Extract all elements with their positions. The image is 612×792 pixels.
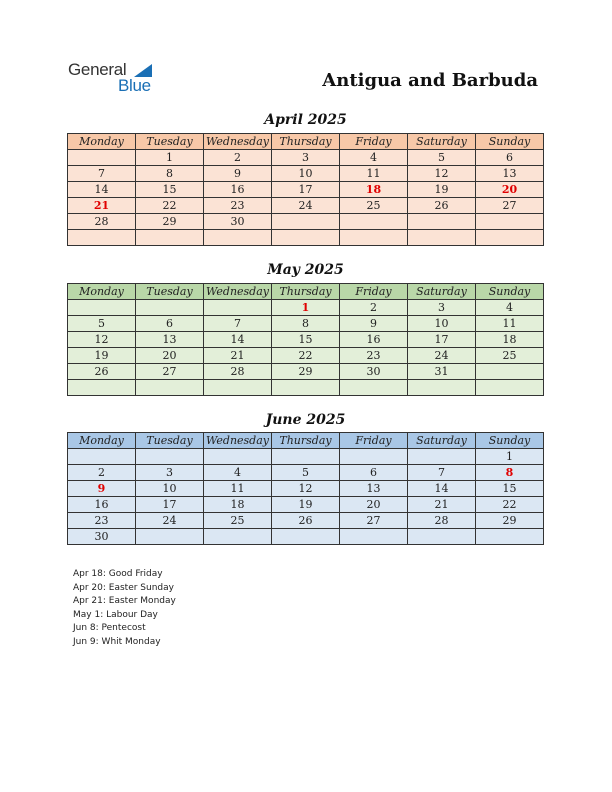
- empty-day-cell: [136, 529, 204, 545]
- day-cell: 20: [340, 497, 408, 513]
- day-cell: 30: [340, 364, 408, 380]
- day-cell: 22: [272, 348, 340, 364]
- day-cell: 29: [136, 214, 204, 230]
- day-cell: 24: [272, 198, 340, 214]
- day-cell: 13: [340, 481, 408, 497]
- day-cell: 26: [68, 364, 136, 380]
- day-cell: 17: [272, 182, 340, 198]
- week-row: [68, 481, 544, 497]
- weekday-header-sunday: Sunday: [476, 433, 544, 449]
- day-cell: 22: [476, 497, 544, 513]
- day-cell: 5: [408, 150, 476, 166]
- holiday-list-item: Apr 20: Easter Sunday: [73, 582, 174, 593]
- empty-day-cell: [340, 380, 408, 396]
- holiday-list-item: Jun 8: Pentecost: [73, 623, 146, 633]
- day-cell: 15: [272, 332, 340, 348]
- weekday-header-monday: Monday: [68, 433, 136, 449]
- weekday-header-sunday: Sunday: [476, 134, 544, 150]
- empty-day-cell: [340, 214, 408, 230]
- day-cell: 28: [204, 364, 272, 380]
- empty-day-cell: [340, 529, 408, 545]
- week-row: [68, 380, 544, 396]
- empty-day-cell: [408, 529, 476, 545]
- day-cell: 13: [136, 332, 204, 348]
- day-cell: 31: [408, 364, 476, 380]
- day-cell: 3: [408, 300, 476, 316]
- day-cell: 25: [204, 513, 272, 529]
- generalblue-logo: [68, 60, 168, 96]
- weekday-header-thursday: Thursday: [272, 134, 340, 150]
- day-cell: 30: [204, 214, 272, 230]
- weekday-header-tuesday: Tuesday: [136, 134, 204, 150]
- day-cell: 15: [136, 182, 204, 198]
- logo-text-general: General: [68, 60, 127, 79]
- empty-day-cell: [476, 380, 544, 396]
- day-cell: 20: [136, 348, 204, 364]
- calendar-june: [67, 432, 544, 545]
- holiday-day-cell: 21: [68, 198, 136, 214]
- day-cell: 8: [272, 316, 340, 332]
- week-row: [68, 332, 544, 348]
- holiday-day-cell: 8: [476, 465, 544, 481]
- weekday-header-sunday: Sunday: [476, 284, 544, 300]
- weekday-header-wednesday: Wednesday: [204, 134, 272, 150]
- week-row: [68, 364, 544, 380]
- week-row: [68, 497, 544, 513]
- weekday-header-saturday: Saturday: [408, 284, 476, 300]
- empty-day-cell: [204, 300, 272, 316]
- day-cell: 19: [68, 348, 136, 364]
- holiday-day-cell: 20: [476, 182, 544, 198]
- holiday-list-item: May 1: Labour Day: [73, 609, 158, 620]
- empty-day-cell: [408, 380, 476, 396]
- empty-day-cell: [476, 214, 544, 230]
- day-cell: 27: [476, 198, 544, 214]
- week-row: [68, 230, 544, 246]
- week-row: [68, 348, 544, 364]
- holiday-day-cell: 18: [340, 182, 408, 198]
- week-row: [68, 513, 544, 529]
- empty-day-cell: [476, 364, 544, 380]
- empty-day-cell: [272, 449, 340, 465]
- day-cell: 14: [408, 481, 476, 497]
- empty-day-cell: [340, 449, 408, 465]
- day-cell: 26: [408, 198, 476, 214]
- week-row: [68, 465, 544, 481]
- day-cell: 28: [68, 214, 136, 230]
- month-title-april: April 2025: [264, 112, 347, 128]
- day-cell: 4: [340, 150, 408, 166]
- empty-day-cell: [272, 230, 340, 246]
- empty-day-cell: [204, 380, 272, 396]
- day-cell: 7: [408, 465, 476, 481]
- weekday-header-thursday: Thursday: [272, 433, 340, 449]
- empty-day-cell: [68, 300, 136, 316]
- empty-day-cell: [204, 230, 272, 246]
- holiday-day-cell: 9: [68, 481, 136, 497]
- weekday-header-friday: Friday: [340, 433, 408, 449]
- day-cell: 8: [136, 166, 204, 182]
- country-title: Antigua and Barbuda: [322, 70, 538, 91]
- empty-day-cell: [68, 449, 136, 465]
- day-cell: 1: [476, 449, 544, 465]
- empty-day-cell: [272, 529, 340, 545]
- day-cell: 10: [272, 166, 340, 182]
- holiday-list-item: Apr 18: Good Friday: [73, 569, 163, 579]
- logo-text-blue: Blue: [118, 76, 151, 95]
- day-cell: 15: [476, 481, 544, 497]
- day-cell: 11: [476, 316, 544, 332]
- weekday-header-monday: Monday: [68, 284, 136, 300]
- weekday-header-thursday: Thursday: [272, 284, 340, 300]
- day-cell: 24: [136, 513, 204, 529]
- day-cell: 19: [272, 497, 340, 513]
- day-cell: 18: [204, 497, 272, 513]
- empty-day-cell: [136, 300, 204, 316]
- day-cell: 6: [340, 465, 408, 481]
- day-cell: 29: [476, 513, 544, 529]
- day-cell: 13: [476, 166, 544, 182]
- week-row: [68, 214, 544, 230]
- day-cell: 6: [476, 150, 544, 166]
- day-cell: 12: [272, 481, 340, 497]
- holiday-list: [73, 568, 176, 649]
- holiday-list-item: Apr 21: Easter Monday: [73, 596, 176, 606]
- weekday-header-row: [68, 284, 544, 300]
- empty-day-cell: [136, 449, 204, 465]
- day-cell: 9: [204, 166, 272, 182]
- weekday-header-row: [68, 134, 544, 150]
- weekday-header-monday: Monday: [68, 134, 136, 150]
- empty-day-cell: [408, 230, 476, 246]
- day-cell: 3: [272, 150, 340, 166]
- day-cell: 30: [68, 529, 136, 545]
- week-row: [68, 300, 544, 316]
- day-cell: 4: [204, 465, 272, 481]
- day-cell: 24: [408, 348, 476, 364]
- empty-day-cell: [340, 230, 408, 246]
- day-cell: 14: [68, 182, 136, 198]
- day-cell: 10: [408, 316, 476, 332]
- week-row: [68, 150, 544, 166]
- day-cell: 27: [136, 364, 204, 380]
- day-cell: 18: [476, 332, 544, 348]
- calendar-may: [67, 283, 544, 396]
- calendar-april: [67, 133, 544, 246]
- day-cell: 12: [408, 166, 476, 182]
- weekday-header-wednesday: Wednesday: [204, 284, 272, 300]
- day-cell: 2: [340, 300, 408, 316]
- day-cell: 3: [136, 465, 204, 481]
- day-cell: 17: [408, 332, 476, 348]
- week-row: [68, 166, 544, 182]
- day-cell: 10: [136, 481, 204, 497]
- day-cell: 27: [340, 513, 408, 529]
- week-row: [68, 449, 544, 465]
- day-cell: 16: [68, 497, 136, 513]
- week-row: [68, 316, 544, 332]
- day-cell: 22: [136, 198, 204, 214]
- day-cell: 6: [136, 316, 204, 332]
- day-cell: 23: [340, 348, 408, 364]
- day-cell: 29: [272, 364, 340, 380]
- holiday-list-item: Jun 9: Whit Monday: [73, 636, 161, 647]
- empty-day-cell: [272, 380, 340, 396]
- weekday-header-friday: Friday: [340, 134, 408, 150]
- empty-day-cell: [68, 230, 136, 246]
- day-cell: 25: [476, 348, 544, 364]
- day-cell: 19: [408, 182, 476, 198]
- day-cell: 14: [204, 332, 272, 348]
- weekday-header-tuesday: Tuesday: [136, 433, 204, 449]
- day-cell: 7: [204, 316, 272, 332]
- week-row: [68, 182, 544, 198]
- day-cell: 23: [204, 198, 272, 214]
- empty-day-cell: [408, 214, 476, 230]
- empty-day-cell: [476, 230, 544, 246]
- day-cell: 7: [68, 166, 136, 182]
- weekday-header-row: [68, 433, 544, 449]
- empty-day-cell: [136, 230, 204, 246]
- weekday-header-saturday: Saturday: [408, 433, 476, 449]
- day-cell: 25: [340, 198, 408, 214]
- weekday-header-wednesday: Wednesday: [204, 433, 272, 449]
- day-cell: 23: [68, 513, 136, 529]
- week-row: [68, 198, 544, 214]
- empty-day-cell: [204, 529, 272, 545]
- empty-day-cell: [68, 380, 136, 396]
- weekday-header-friday: Friday: [340, 284, 408, 300]
- month-title-june: June 2025: [265, 412, 346, 428]
- day-cell: 4: [476, 300, 544, 316]
- empty-day-cell: [68, 150, 136, 166]
- day-cell: 9: [340, 316, 408, 332]
- empty-day-cell: [204, 449, 272, 465]
- day-cell: 17: [136, 497, 204, 513]
- weekday-header-saturday: Saturday: [408, 134, 476, 150]
- empty-day-cell: [272, 214, 340, 230]
- day-cell: 11: [340, 166, 408, 182]
- day-cell: 2: [204, 150, 272, 166]
- holiday-day-cell: 1: [272, 300, 340, 316]
- day-cell: 21: [204, 348, 272, 364]
- day-cell: 26: [272, 513, 340, 529]
- empty-day-cell: [136, 380, 204, 396]
- month-title-may: May 2025: [267, 262, 344, 278]
- day-cell: 5: [68, 316, 136, 332]
- day-cell: 21: [408, 497, 476, 513]
- empty-day-cell: [476, 529, 544, 545]
- day-cell: 2: [68, 465, 136, 481]
- day-cell: 11: [204, 481, 272, 497]
- empty-day-cell: [408, 449, 476, 465]
- day-cell: 16: [340, 332, 408, 348]
- day-cell: 16: [204, 182, 272, 198]
- weekday-header-tuesday: Tuesday: [136, 284, 204, 300]
- day-cell: 5: [272, 465, 340, 481]
- day-cell: 1: [136, 150, 204, 166]
- day-cell: 12: [68, 332, 136, 348]
- day-cell: 28: [408, 513, 476, 529]
- week-row: [68, 529, 544, 545]
